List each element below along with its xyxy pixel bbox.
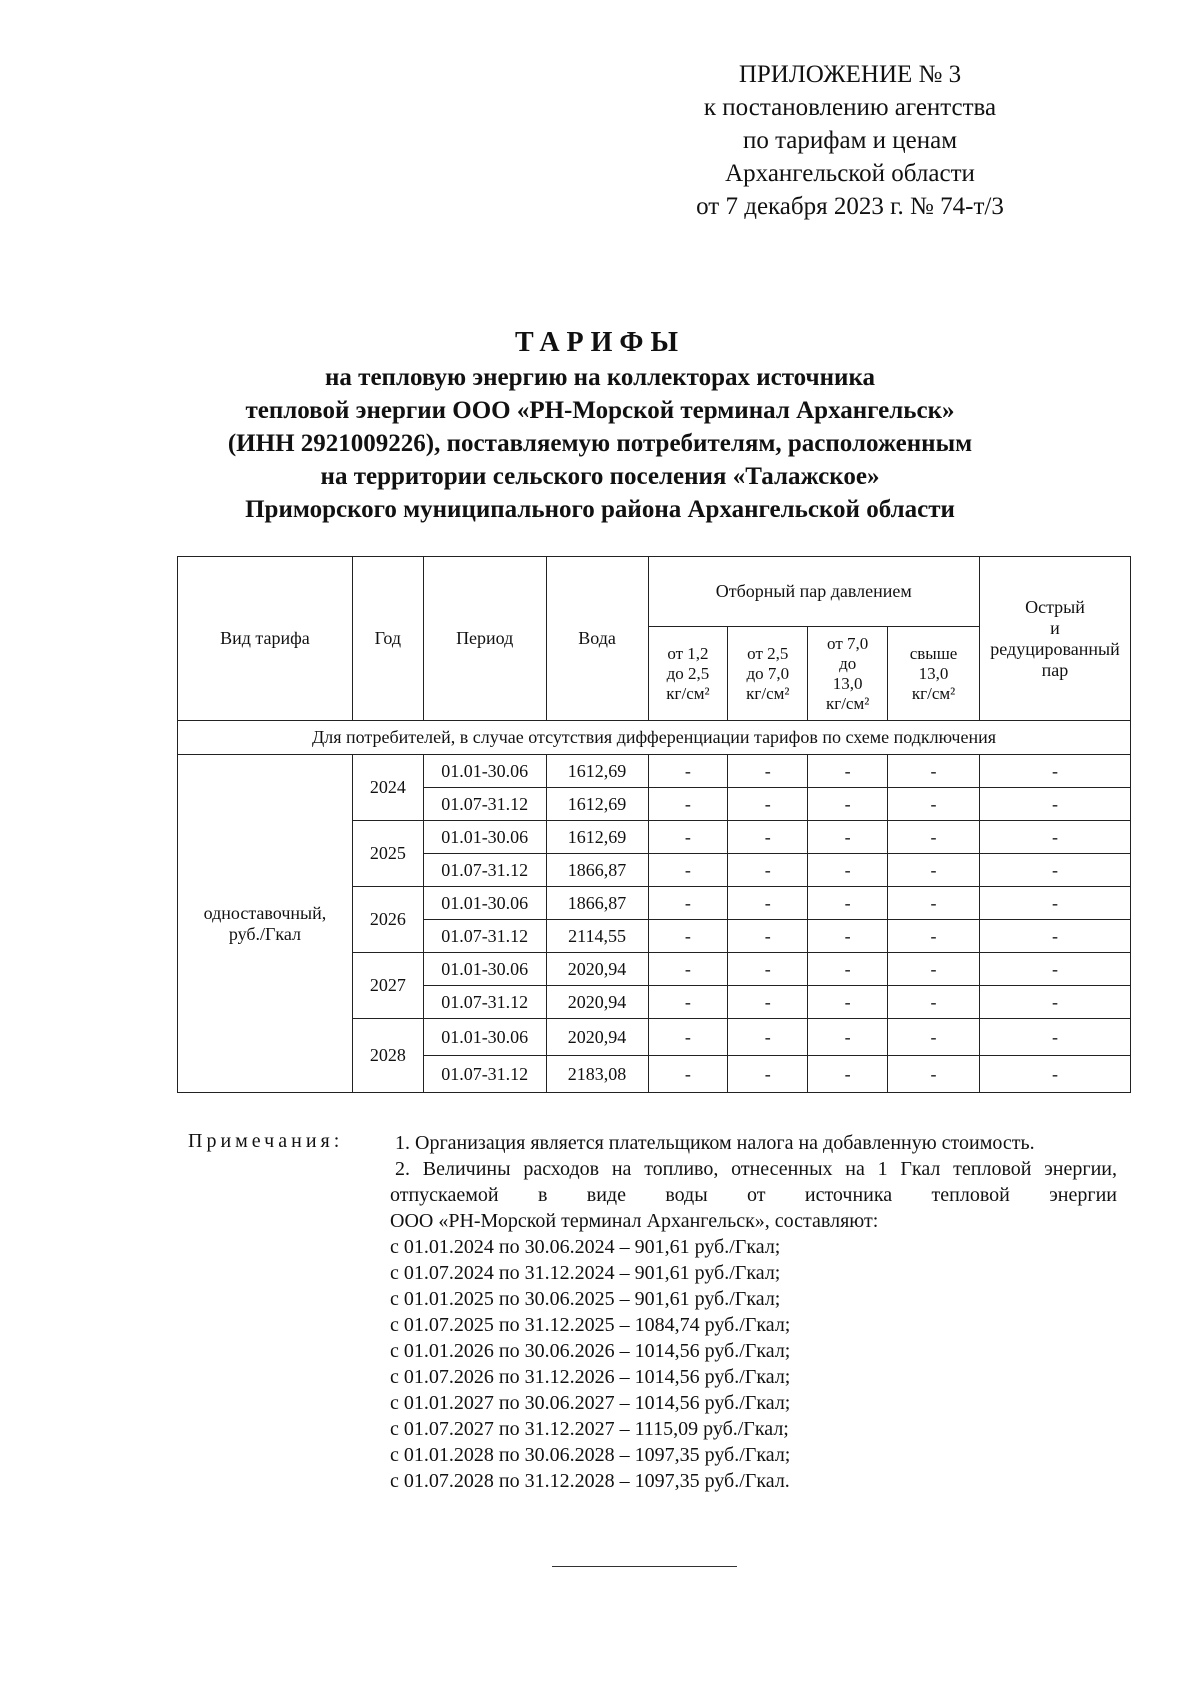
dash-cell: -	[808, 986, 888, 1019]
fuel-cost-item: с 01.01.2027 по 30.06.2027 – 1014,56 руб./Гкал;	[390, 1392, 791, 1414]
title-line: на территории сельского поселения «Талажское»	[320, 463, 880, 490]
dash-cell: -	[888, 920, 980, 953]
header-text: кг/см²	[825, 693, 870, 713]
period-cell: 01.07-31.12	[423, 986, 546, 1019]
dash-cell: -	[979, 788, 1130, 821]
dash-cell: -	[648, 755, 728, 788]
appendix-line: от 7 декабря 2023 г. № 74-т/3	[696, 193, 1004, 220]
water-cell: 2020,94	[546, 953, 648, 986]
water-cell: 2183,08	[546, 1056, 648, 1093]
document-title	[150, 326, 1050, 526]
dash-cell: -	[979, 1056, 1130, 1093]
dash-cell: -	[728, 1056, 808, 1093]
dash-cell: -	[728, 854, 808, 887]
header-text: кг/см²	[911, 683, 956, 703]
dash-cell: -	[808, 1056, 888, 1093]
header-text: редуцированный	[990, 638, 1120, 659]
title-line: на тепловую энергию на коллекторах источника	[325, 364, 875, 391]
dash-cell: -	[888, 854, 980, 887]
header-text: свыше	[909, 643, 958, 663]
header-steam-group: Отборный пар давлением	[648, 557, 979, 627]
header-text: и	[1050, 617, 1060, 638]
dash-cell: -	[979, 920, 1130, 953]
dash-cell: -	[979, 887, 1130, 920]
header-text: от 7,0	[827, 633, 869, 653]
header-pressure-3	[808, 627, 888, 721]
dash-cell: -	[648, 887, 728, 920]
dash-cell: -	[808, 1019, 888, 1056]
dash-cell: -	[648, 1019, 728, 1056]
header-text: до	[839, 653, 857, 673]
fuel-cost-item: с 01.01.2024 по 30.06.2024 – 901,61 руб./Гкал;	[390, 1236, 781, 1258]
header-tariff-type: Вид тарифа	[178, 557, 353, 721]
appendix-header	[640, 58, 1060, 223]
dash-cell: -	[648, 953, 728, 986]
dash-cell: -	[979, 953, 1130, 986]
notes	[390, 1130, 1117, 1494]
note-1: 1. Организация является плательщиком налога на добавленную стоимость.	[395, 1132, 1035, 1154]
header-text: 13,0	[918, 663, 949, 683]
title-line: тепловой энергии ООО «РН-Морской терминал Архангельск»	[245, 397, 955, 424]
dash-cell: -	[888, 788, 980, 821]
dash-cell: -	[648, 1056, 728, 1093]
title-main: ТАРИФЫ	[515, 327, 685, 358]
period-cell: 01.07-31.12	[423, 854, 546, 887]
header-text: 13,0	[832, 673, 863, 693]
section-label: Для потребителей, в случае отсутствия дифференциации тарифов по схеме подключения	[178, 721, 1131, 755]
dash-cell: -	[728, 920, 808, 953]
appendix-line: к постановлению агентства	[703, 94, 997, 121]
dash-cell: -	[808, 821, 888, 854]
title-line: (ИНН 2921009226), поставляемую потребителям, расположенным	[227, 430, 973, 457]
dash-cell: -	[728, 788, 808, 821]
dash-cell: -	[979, 854, 1130, 887]
dash-cell: -	[808, 755, 888, 788]
fuel-cost-item: с 01.07.2027 по 31.12.2027 – 1115,09 руб./Гкал;	[390, 1418, 789, 1440]
dash-cell: -	[728, 821, 808, 854]
appendix-line: по тарифам и ценам	[742, 127, 958, 154]
dash-cell: -	[979, 1019, 1130, 1056]
dash-cell: -	[888, 755, 980, 788]
dash-cell: -	[808, 854, 888, 887]
dash-cell: -	[728, 1019, 808, 1056]
dash-cell: -	[808, 953, 888, 986]
dash-cell: -	[979, 986, 1130, 1019]
dash-cell: -	[888, 1019, 980, 1056]
header-text: кг/см²	[666, 683, 710, 703]
header-text: Острый	[1025, 596, 1085, 617]
dash-cell: -	[728, 887, 808, 920]
tariff-table	[177, 556, 1131, 1093]
header-water: Вода	[546, 557, 648, 721]
dash-cell: -	[808, 887, 888, 920]
period-cell: 01.01-30.06	[423, 953, 546, 986]
header-pressure-4	[888, 627, 980, 721]
year-cell: 2024	[352, 755, 423, 821]
water-cell: 2114,55	[546, 920, 648, 953]
header-text: до 7,0	[746, 663, 790, 683]
header-text: от 2,5	[747, 643, 789, 663]
dash-cell: -	[648, 854, 728, 887]
table-row	[178, 755, 1131, 788]
dash-cell: -	[808, 788, 888, 821]
fuel-cost-item: с 01.01.2028 по 30.06.2028 – 1097,35 руб./Гкал;	[390, 1444, 791, 1466]
appendix-line: ПРИЛОЖЕНИЕ № 3	[738, 61, 962, 88]
header-year: Год	[352, 557, 423, 721]
fuel-cost-item: с 01.01.2026 по 30.06.2026 – 1014,56 руб./Гкал;	[390, 1340, 791, 1362]
year-cell: 2026	[352, 887, 423, 953]
header-text: кг/см²	[746, 683, 790, 703]
dash-cell: -	[888, 986, 980, 1019]
dash-cell: -	[728, 953, 808, 986]
water-cell: 1612,69	[546, 821, 648, 854]
fuel-cost-item: с 01.07.2026 по 31.12.2026 – 1014,56 руб./Гкал;	[390, 1366, 791, 1388]
footer-divider	[552, 1566, 737, 1567]
dash-cell: -	[979, 821, 1130, 854]
period-cell: 01.01-30.06	[423, 1019, 546, 1056]
year-cell: 2028	[352, 1019, 423, 1093]
header-text: до 2,5	[666, 663, 710, 683]
dash-cell: -	[888, 1056, 980, 1093]
notes-label: Примечания:	[188, 1130, 344, 1152]
dash-cell: -	[648, 788, 728, 821]
appendix-line: Архангельской области	[725, 160, 975, 187]
note-2-line-2: отпускаемой в виде воды от источника тепловой энергии	[390, 1184, 1117, 1206]
fuel-cost-item: с 01.07.2024 по 31.12.2024 – 901,61 руб./Гкал;	[390, 1262, 781, 1284]
header-period: Период	[423, 557, 546, 721]
dash-cell: -	[979, 755, 1130, 788]
dash-cell: -	[728, 755, 808, 788]
header-text: пар	[1041, 659, 1069, 680]
water-cell: 1612,69	[546, 755, 648, 788]
year-cell: 2025	[352, 821, 423, 887]
dash-cell: -	[648, 821, 728, 854]
fuel-cost-item: с 01.07.2028 по 31.12.2028 – 1097,35 руб./Гкал.	[390, 1470, 790, 1492]
dash-cell: -	[808, 920, 888, 953]
period-cell: 01.07-31.12	[423, 920, 546, 953]
header-text: от 1,2	[667, 643, 709, 663]
dash-cell: -	[888, 953, 980, 986]
year-cell: 2027	[352, 953, 423, 1019]
water-cell: 1866,87	[546, 854, 648, 887]
period-cell: 01.07-31.12	[423, 1056, 546, 1093]
note-2-line-3: ООО «РН-Морской терминал Архангельск», составляют:	[390, 1210, 879, 1232]
period-cell: 01.01-30.06	[423, 755, 546, 788]
header-pressure-2	[728, 627, 808, 721]
title-line: Приморского муниципального района Архангельской области	[245, 496, 955, 523]
dash-cell: -	[648, 920, 728, 953]
header-pressure-1	[648, 627, 728, 721]
water-cell: 1612,69	[546, 788, 648, 821]
fuel-cost-item: с 01.01.2025 по 30.06.2025 – 901,61 руб./Гкал;	[390, 1288, 781, 1310]
period-cell: 01.01-30.06	[423, 821, 546, 854]
dash-cell: -	[728, 986, 808, 1019]
header-sharp-steam	[979, 557, 1130, 721]
dash-cell: -	[888, 821, 980, 854]
water-cell: 2020,94	[546, 986, 648, 1019]
note-2-line-1: 2. Величины расходов на топливо, отнесенных на 1 Гкал тепловой энергии,	[395, 1158, 1117, 1180]
dash-cell: -	[648, 986, 728, 1019]
tariff-type-text: руб./Гкал	[228, 923, 302, 944]
tariff-type-text: одноставочный,	[203, 902, 327, 923]
fuel-cost-item: с 01.07.2025 по 31.12.2025 – 1084,74 руб./Гкал;	[390, 1314, 791, 1336]
tariff-type-cell	[178, 755, 353, 1093]
dash-cell: -	[888, 887, 980, 920]
water-cell: 2020,94	[546, 1019, 648, 1056]
period-cell: 01.07-31.12	[423, 788, 546, 821]
water-cell: 1866,87	[546, 887, 648, 920]
period-cell: 01.01-30.06	[423, 887, 546, 920]
